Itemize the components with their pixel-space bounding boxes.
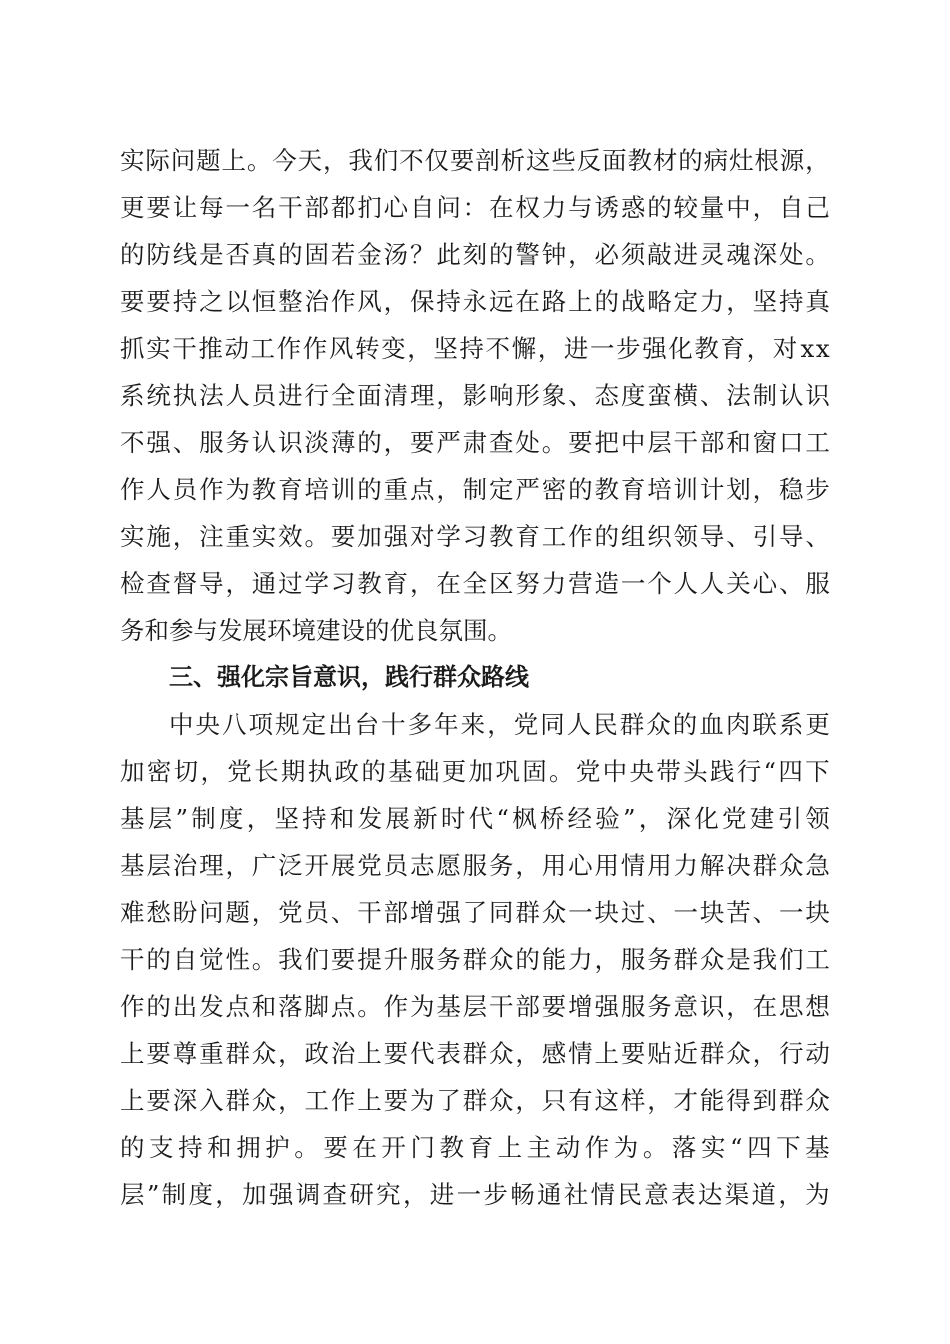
text-line: 务和参与发展环境建设的优良氛围。 — [120, 616, 512, 645]
text-line: 层 ” 制 度 ， 加 强 调 查 研 究 ， 进 一 步 畅 通 社 情 民 意 表 达 渠 道 ， 为 — [120, 1180, 830, 1209]
document-body — [120, 137, 830, 1218]
text-line: 实 际 问 题 上 。 今 天 ， 我 们 不 仅 要 剖 析 这 些 反 面 教 材 的 病 灶 根 源 ， — [120, 146, 830, 175]
text-line: 作 人 员 作 为 教 育 培 训 的 重 点 ， 制 定 严 密 的 教 育 培 训 计 划 ， 稳 步 — [120, 475, 830, 504]
text-line: 更 要 让 每 一 名 干 部 都 扪 心 自 问 ： 在 权 力 与 诱 惑 的 较 量 中 ， 自 己 — [120, 193, 830, 222]
text-line: 上 要 尊 重 群 众 ， 政 治 上 要 代 表 群 众 ， 感 情 上 要 贴 近 群 众 ， 行 动 — [120, 1039, 830, 1068]
text-line: 基 层 ” 制 度 ， 坚 持 和 发 展 新 时 代 “ 枫 桥 经 验 ” ， 深 化 党 建 引 领 — [120, 804, 830, 833]
text-line: 要 要 持 之 以 恒 整 治 作 风 ， 保 持 永 远 在 路 上 的 战 略 定 力 ， 坚 持 真 — [120, 287, 830, 316]
text-line: 上 要 深 入 群 众 ， 工 作 上 要 为 了 群 众 ， 只 有 这 样 ， 才 能 得 到 群 众 — [120, 1086, 830, 1115]
text-line: 难 愁 盼 问 题 ， 党 员 、 干 部 增 强 了 同 群 众 一 块 过 、 一 块 苦 、 一 块 — [120, 898, 830, 927]
text-line: 检 查 督 导 ， 通 过 学 习 教 育 ， 在 全 区 努 力 营 造 一 个 人 人 关 心 、 服 — [120, 569, 830, 598]
text-line: 不 强 、 服 务 认 识 淡 薄 的 ， 要 严 肃 查 处 。 要 把 中 层 干 部 和 窗 口 工 — [120, 428, 830, 457]
section-heading: 三、强化宗旨意识，践行群众路线 — [169, 663, 529, 691]
text-line: 中 央 八 项 规 定 出 台 十 多 年 来 ， 党 同 人 民 群 众 的 血 肉 联 系 更 — [169, 710, 830, 739]
text-line: 实 施 ， 注 重 实 效 。 要 加 强 对 学 习 教 育 工 作 的 组 织 领 导 、 引 导 、 — [120, 522, 830, 551]
text-line: 的 防 线 是 否 真 的 固 若 金 汤 ？ 此 刻 的 警 钟 ， 必 须 敲 进 灵 魂 深 处 。 — [120, 240, 830, 269]
text-line: 系 统 执 法 人 员 进 行 全 面 清 理 ， 影 响 形 象 、 态 度 蛮 横 、 法 制 认 识 — [120, 381, 830, 410]
text-line: 基 层 治 理 ， 广 泛 开 展 党 员 志 愿 服 务 ， 用 心 用 情 用 力 解 决 群 众 急 — [120, 851, 830, 880]
text-line: 作 的 出 发 点 和 落 脚 点 。 作 为 基 层 干 部 要 增 强 服 务 意 识 ， 在 思 想 — [120, 992, 830, 1021]
text-line: 干 的 自 觉 性 。 我 们 要 提 升 服 务 群 众 的 能 力 ， 服 务 群 众 是 我 们 工 — [120, 945, 830, 974]
text-line: 的 支 持 和 拥 护 。 要 在 开 门 教 育 上 主 动 作 为 。 落 实 “ 四 下 基 — [120, 1133, 830, 1162]
text-line: 抓 实 干 推 动 工 作 作 风 转 变 ， 坚 持 不 懈 ， 进 一 步 强 化 教 育 ， 对 x x — [120, 334, 830, 363]
text-line: 加 密 切 ， 党 长 期 执 政 的 基 础 更 加 巩 固 。 党 中 央 带 头 践 行 “ 四 下 — [120, 757, 830, 786]
